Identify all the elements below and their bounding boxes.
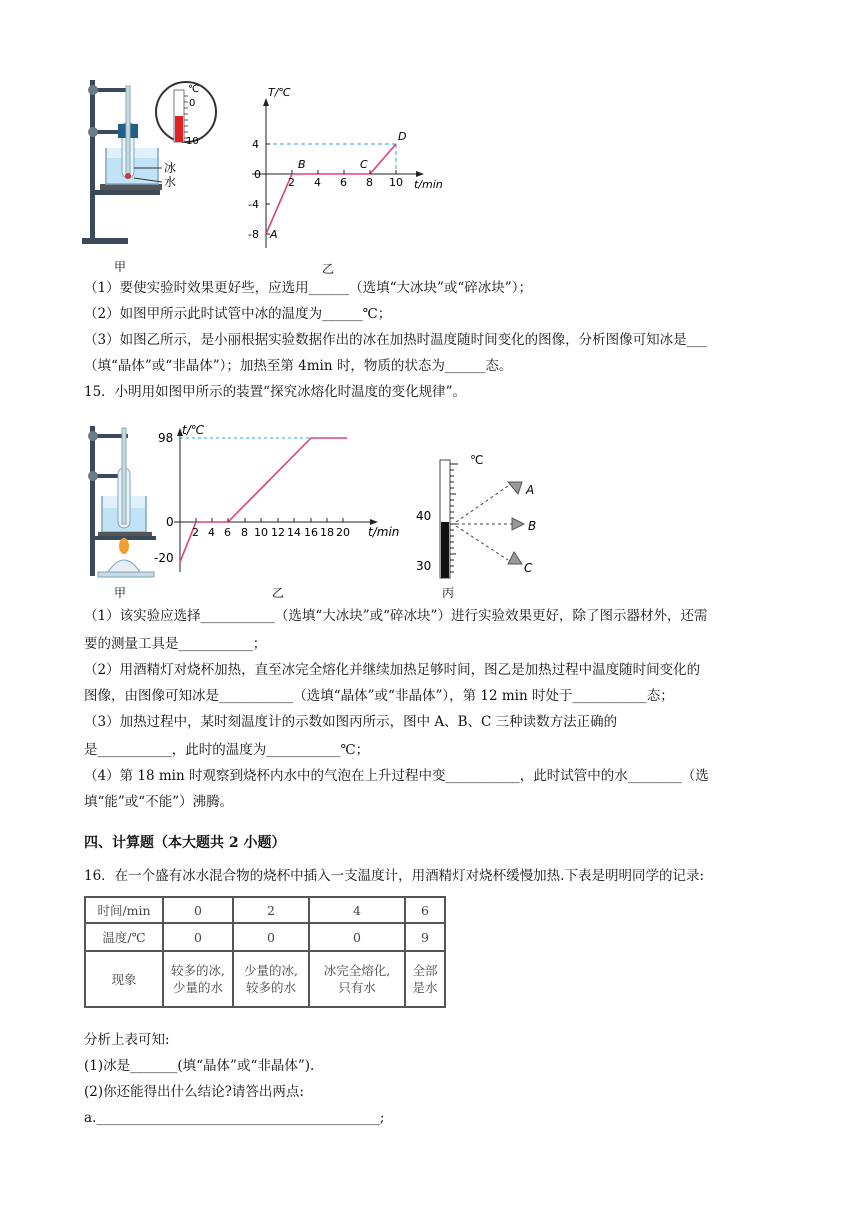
fig1-tick-10: 10	[186, 136, 199, 147]
q16-line-4: a.__________________________________________;	[84, 1110, 385, 1126]
eye-c: C	[524, 561, 533, 575]
fig15c-tick40: 40	[416, 509, 432, 523]
table-cell: 0	[309, 923, 405, 951]
table-cell: 温度/℃	[85, 923, 163, 951]
table-cell: 2	[233, 897, 309, 923]
table-cell: 0	[163, 923, 233, 951]
fig2-xtick: 2	[288, 176, 295, 189]
table-row	[85, 951, 445, 1007]
eye-a: A	[526, 483, 535, 497]
q16-line-1: 分析上表可知:	[84, 1032, 170, 1048]
table-cell: 冰完全熔化, 只有水	[309, 951, 405, 1007]
table-cell: 0	[233, 923, 309, 951]
q15-line-4: 图像，由图像可知冰是___________（选填“晶体”或“非晶体”），第 12 min 时处于___________态；	[84, 688, 674, 704]
fig15-xtick: 12	[271, 526, 285, 539]
q16-line-3: (2)你还能得出什么结论?请答出两点:	[84, 1084, 304, 1100]
table-cell: 少量的冰, 较多的水	[233, 951, 309, 1007]
q15-graph-yi	[150, 422, 410, 577]
table-cell: 6	[405, 897, 445, 923]
fig15-xtick: 20	[336, 526, 350, 539]
fig15-xtick: 4	[208, 526, 215, 539]
fig15-xtick: 6	[224, 526, 231, 539]
fig2-xlabel: t/min	[414, 178, 443, 191]
q14-line-2: （2）如图甲所示此时试管中冰的温度为______℃；	[84, 306, 392, 322]
point-a: A	[270, 228, 278, 241]
fig1-tick-0: 0	[189, 98, 196, 109]
table-cell: 4	[309, 897, 405, 923]
fig15-xtick: 8	[241, 526, 248, 539]
fig15-xtick: 18	[320, 526, 334, 539]
fig-label-jia: 甲	[114, 260, 127, 274]
q15-line-3: （2）用酒精灯对烧杯加热，直至冰完全熔化并继续加热足够时间，图乙是加热过程中温度随时间变化的	[84, 662, 701, 678]
fig2-ytick: 4	[252, 138, 259, 151]
fig2-ylabel: T/℃	[268, 86, 291, 99]
table-cell: 较多的冰, 少量的水	[163, 951, 233, 1007]
fig15-xtick: 10	[254, 526, 268, 539]
fig15-label-yi: 乙	[272, 586, 285, 600]
point-c: C	[360, 158, 368, 171]
fig15-ytick: 98	[158, 431, 174, 445]
q14-line-1: （1）要使实验时效果更好些，应选用______（选填“大冰块”或“碎冰块”）；	[84, 280, 532, 296]
eye-b: B	[528, 519, 537, 533]
q15-figure-bing	[410, 452, 550, 582]
fig-label-yi: 乙	[322, 262, 335, 276]
table-row	[85, 923, 445, 951]
fig15-ytick: -20	[154, 551, 174, 565]
table-cell: 9	[405, 923, 445, 951]
fig1-label-ice: 冰	[164, 161, 177, 175]
fig15-xtick: 2	[192, 526, 199, 539]
fig2-xtick: 6	[340, 176, 347, 189]
fig15-label-jia: 甲	[114, 586, 127, 600]
table-cell: 0	[163, 897, 233, 923]
q16-title: 16．在一个盛有冰水混合物的烧杯中插入一支温度计，用酒精灯对烧杯缓慢加热.下表是明明同学的记录:	[84, 868, 705, 884]
point-d: D	[398, 130, 407, 143]
q14-graph-yi	[240, 80, 450, 255]
section-heading: 四、计算题（本大题共 2 小题）	[84, 835, 286, 851]
fig15c-unit: ℃	[470, 453, 484, 467]
record-table-wrap	[84, 896, 446, 1008]
fig2-ytick: 0	[254, 168, 261, 181]
fig1-label-water: 水	[164, 175, 177, 189]
point-b: B	[298, 158, 306, 171]
table-row	[85, 897, 445, 923]
q15-line-2: 要的测量工具是___________；	[84, 636, 267, 652]
fig2-ytick: -4	[248, 198, 259, 211]
record-table	[84, 896, 446, 1008]
fig15-xtick: 16	[304, 526, 318, 539]
fig2-xtick: 8	[366, 176, 373, 189]
fig2-ytick: -8	[248, 228, 259, 241]
fig15-xlabel: t/min	[368, 525, 400, 539]
fig15-xtick: 14	[287, 526, 301, 539]
fig15c-tick30: 30	[416, 559, 432, 573]
q14-line-3: （3）如图乙所示，是小丽根据实验数据作出的冰在加热时温度随时间变化的图像，分析图像可知冰是___	[84, 332, 707, 348]
q15-line-5: （3）加热过程中，某时刻温度计的示数如图丙所示，图中 A、B、C 三种读数方法正确的	[84, 714, 618, 730]
q15-line-6: 是___________，此时的温度为___________℃；	[84, 742, 370, 758]
q15-line-7: （4）第 18 min 时观察到烧杯内水中的气泡在上升过程中变___________，此时试管中的水________（选	[84, 768, 709, 784]
q14-figure-jia	[78, 72, 218, 252]
q15-line-8: 填“能”或“不能”）沸腾。	[84, 794, 234, 810]
fig15-ylabel: t/℃	[182, 423, 205, 437]
fig1-unit: ℃	[188, 84, 200, 95]
fig15-label-bing: 丙	[442, 586, 455, 600]
table-cell: 全部 是水	[405, 951, 445, 1007]
fig15-ytick: 0	[166, 515, 174, 529]
q15-line-1: （1）该实验应选择___________（选填“大冰块”或“碎冰块”）进行实验效果更好，除了图示器材外，还需	[84, 608, 708, 624]
q15-title: 15．小明用如图甲所示的装置“探究冰熔化时温度的变化规律”。	[84, 384, 466, 400]
table-cell: 时间/min	[85, 897, 163, 923]
q16-line-2: (1)冰是_______(填“晶体”或“非晶体”).	[84, 1058, 315, 1074]
table-cell: 现象	[85, 951, 163, 1007]
fig2-xtick: 10	[389, 176, 403, 189]
q14-line-4: （填“晶体”或“非晶体”）；加热至第 4min 时，物质的状态为______态。	[84, 358, 513, 374]
fig2-xtick: 4	[314, 176, 321, 189]
